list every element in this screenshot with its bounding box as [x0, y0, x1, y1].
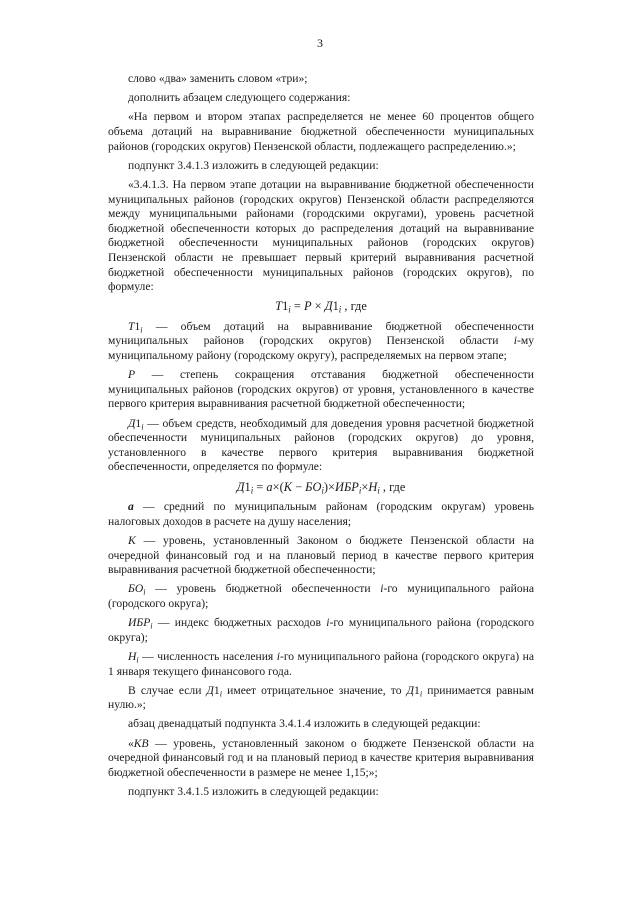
text-run: 1 [332, 299, 339, 314]
text-run: — средний по муниципальным районам (городским округам) уровень налоговых доходов в расчете на душу населения; [108, 500, 534, 528]
text-run: имеет отрицательное значение, то [222, 683, 407, 697]
subscript-index: i [288, 304, 291, 315]
subscript-index: i [136, 655, 139, 665]
text-run: -му муниципальному району (городскому округу), распределяемых на первом этапе; [108, 334, 534, 363]
paragraph-subclause-3413-text [108, 178, 534, 295]
text-run: 1 [282, 299, 289, 314]
text-run: дополнить абзацем следующего содержания: [128, 91, 351, 105]
text-run: × [361, 479, 369, 494]
formula-t1 [108, 299, 534, 314]
formula-variable: P [303, 299, 312, 314]
formula-variable: ИБР [128, 616, 151, 630]
formula-variable: P [128, 368, 136, 382]
text-run: ×( [272, 479, 284, 494]
text-run: 1 [244, 479, 251, 494]
formula-variable: H [368, 479, 378, 494]
text-run: − [291, 479, 306, 494]
text-run: — численность населения [138, 649, 277, 663]
subscript-index: i [377, 485, 380, 496]
page-number: 3 [317, 36, 323, 50]
definition-bo [108, 582, 534, 611]
formula-variable: Д [236, 479, 245, 494]
paragraph-replace-word [108, 72, 534, 87]
text-run: × [311, 299, 325, 314]
formula-variable: a [266, 479, 273, 494]
paragraph-subclause-3414-intro [108, 717, 534, 732]
formula-variable: КВ [133, 736, 149, 750]
formula-variable: a [128, 500, 134, 514]
formula-variable: K [283, 479, 292, 494]
formula-variable: i [326, 616, 330, 630]
definition-kv [108, 737, 534, 781]
text-run: )× [323, 479, 336, 494]
text-run: , где [341, 299, 367, 314]
formula-variable: Д [206, 683, 214, 697]
paragraph-subclause-3415-intro [108, 785, 534, 800]
text-run: абзац двенадцатый подпункта 3.4.1.4 изложить в следующей редакции: [128, 717, 481, 731]
subscript-index: i [250, 485, 254, 496]
formula-variable: T [128, 319, 135, 333]
formula-variable: i [276, 649, 280, 663]
subscript-index: i [143, 587, 146, 597]
text-run: -го муниципального района (городского округа); [108, 582, 534, 610]
formula-variable: Д [128, 416, 136, 430]
subscript-index: i [140, 325, 143, 335]
text-run: 1 [135, 416, 142, 430]
text-run: подпункт 3.4.1.3 изложить в следующей редакции: [128, 158, 379, 172]
subscript-index: i [358, 485, 362, 496]
definition-p [108, 368, 534, 412]
definition-t1 [108, 320, 534, 364]
text-run: — индекс бюджетных расходов [152, 616, 327, 630]
text-run: «3.4.1.3. На первом этапе дотации на выравнивание бюджетной обеспеченности муниципальных районов (городских округов) Пензенской области распределяются между муниципальными районами (городскими округами), уровень расчетной бюджетной обеспеченности которых до распределения дотаций на выравнивание бюджетной обеспеченности муниципальных районов (городских округов) Пензенской области не превышает первый критерий выравнивания расчетной бюджетной обеспеченности муниципальных районов (городских округов), по формуле: [108, 177, 534, 294]
subscript-index: i [150, 621, 153, 631]
definition-h [108, 650, 534, 679]
paragraph-negative-value [108, 684, 534, 713]
formula-variable: БО [305, 479, 322, 494]
text-run: — степень сокращения отставания бюджетной обеспеченности муниципальных районов (городских округов) от уровня, установленного в качестве первого критерия выравнивания расчетной бюджетной обеспеченности; [108, 368, 534, 411]
formula-variable: K [128, 533, 136, 547]
document-body [108, 72, 534, 804]
text-run: 1 [213, 683, 220, 697]
subscript-index: i [141, 421, 144, 431]
definition-a [108, 500, 534, 529]
text-run: , где [379, 479, 406, 494]
text-run: В случае если [128, 683, 207, 697]
text-run: подпункт 3.4.1.5 изложить в следующей редакции: [128, 785, 379, 799]
paragraph-stages-quote [108, 110, 534, 154]
text-run: — уровень, установленный законом о бюджете Пензенской области на очередной финансовый год и на плановый период в качестве критерия выравнивания бюджетной обеспеченности в размере не менее 1,15;»; [108, 736, 534, 779]
formula-variable: T [275, 299, 283, 314]
formula-variable: Д [406, 683, 415, 697]
paragraph-subclause-3413-intro [108, 159, 534, 174]
text-run: принимается равным нулю.»; [108, 683, 534, 712]
text-run: = [290, 299, 304, 314]
text-run: 1 [414, 683, 420, 697]
definition-ibr [108, 616, 534, 645]
text-run: = [253, 479, 267, 494]
paragraph-add-clause [108, 91, 534, 106]
text-run: «На первом и втором этапах распределяется не менее 60 процентов общего объема дотаций на выравнивание бюджетной обеспеченности муниципальных районов (городских округов) Пензенской области, подлежащего распределению.»; [108, 110, 534, 153]
text-run: « [128, 736, 134, 750]
definition-d1 [108, 417, 534, 475]
definition-k [108, 534, 534, 578]
subscript-index: i [321, 485, 324, 496]
formula-variable: i [380, 582, 384, 596]
text-run: — объем средств, необходимый для доведения уровня расчетной бюджетной обеспеченности муниципальных районов (городских округов) до уровня, установленного в качестве первого критерия выравнивания бюджетной обеспеченности, определяется по формуле: [108, 416, 534, 474]
text-run: — уровень, установленный Законом о бюджете Пензенской области на очередной финансовый год и на плановый период в качестве первого критерия выравнивания расчетной бюджетной обеспеченности; [108, 533, 534, 577]
formula-variable: ИБР [335, 479, 359, 494]
subscript-index: i [338, 304, 342, 315]
text-run: 1 [134, 319, 141, 333]
formula-variable: Д [324, 299, 333, 314]
text-run: — уровень бюджетной обеспеченности [145, 582, 381, 596]
subscript-index: i [419, 689, 423, 699]
text-run: -го муниципального района (городского округа) на 1 января текущего финансового года. [108, 649, 534, 678]
formula-variable: БО [128, 582, 144, 596]
text-run: — объем дотаций на выравнивание бюджетной обеспеченности муниципальных районов (городских округов) Пензенской области [108, 319, 534, 348]
text-run: слово «два» заменить словом «три»; [128, 72, 308, 85]
formula-d1 [108, 480, 534, 495]
subscript-index: i [219, 689, 223, 699]
text-run: -го муниципального района (городского округа); [108, 616, 535, 644]
formula-variable: H [128, 649, 137, 663]
formula-variable: i [513, 334, 517, 348]
